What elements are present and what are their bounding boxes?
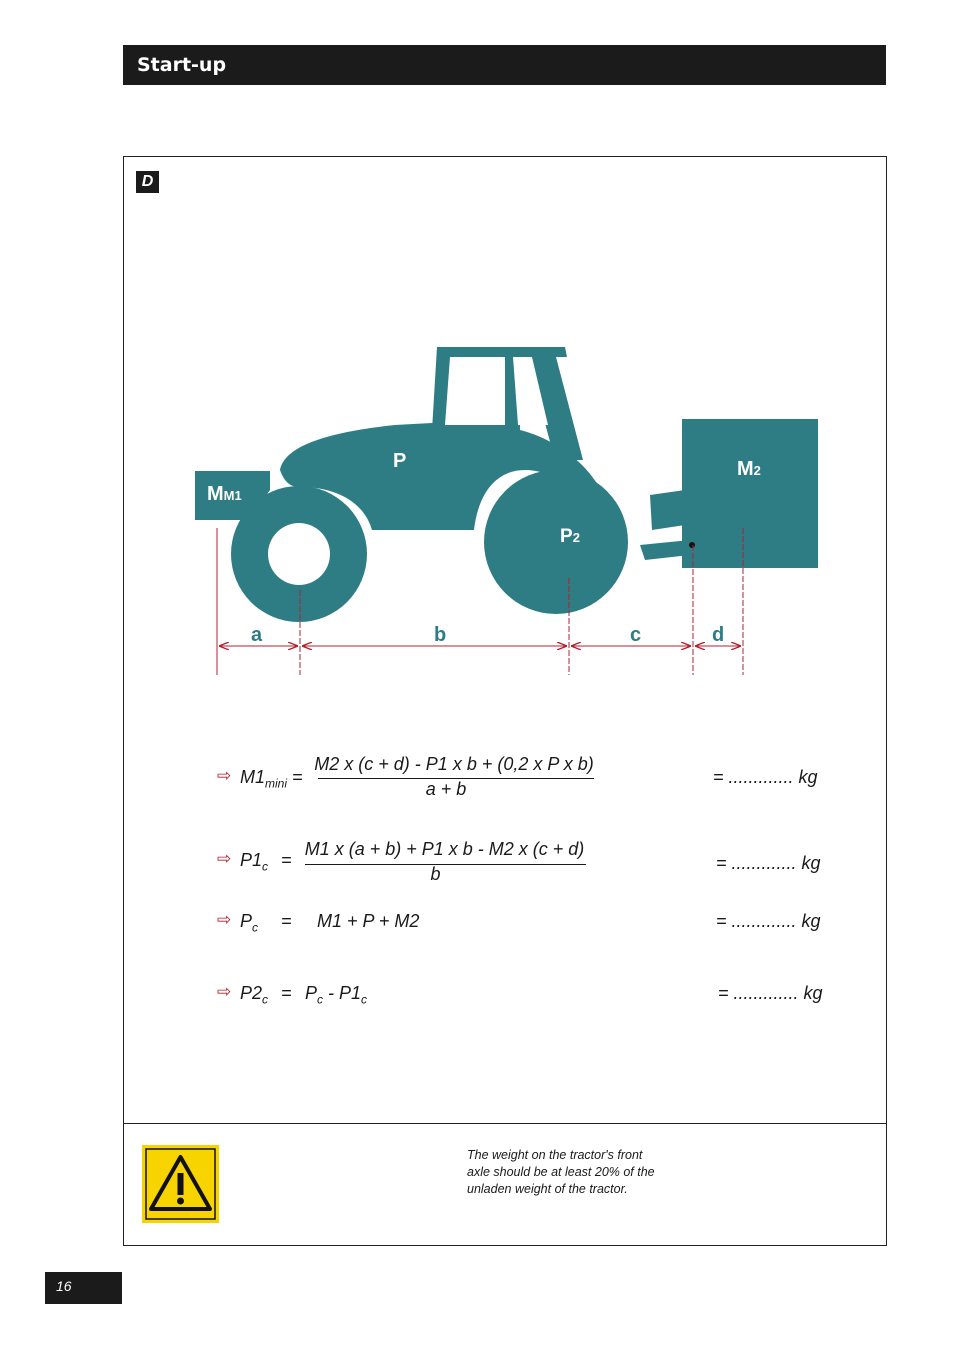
formula-eq: = <box>281 983 292 1003</box>
formula-eq: = <box>281 850 292 870</box>
rear-weight <box>682 419 818 568</box>
dim-c: c <box>630 624 642 646</box>
formula-result: = ............. kg <box>716 853 821 873</box>
formula-lhs: $P2_c$ <box>240 983 269 1007</box>
formula-lhs: $P1_c$ <box>240 850 269 874</box>
arrow-icon: ⇨ <box>217 982 232 1001</box>
arrow-icon: ⇨ <box>217 849 232 868</box>
formula-result: = ............. kg <box>716 911 821 931</box>
figure-badge: D <box>136 171 159 193</box>
warning-text: The weight on the tractor's front axle should be at least 20% of the unladen weight of the tractor. <box>467 1148 655 1196</box>
formula-expression: M1 + P + M2 <box>317 911 420 931</box>
hitch-point <box>689 542 695 548</box>
warning-triangle-icon <box>142 1145 219 1223</box>
p2-label: P2 <box>560 526 580 547</box>
section-title: Start-up <box>137 54 227 76</box>
formula-lhs: $M1_{mini}$ = <box>240 767 303 791</box>
tractor-silhouette <box>195 347 818 622</box>
page-number: 16 <box>45 1272 122 1304</box>
formula-result: = ............. kg <box>718 983 823 1003</box>
dim-d: d <box>712 624 725 646</box>
p1-label: P1 <box>287 543 307 564</box>
cab-window <box>445 357 505 425</box>
arrow-icon: ⇨ <box>217 766 232 785</box>
formula-numerator: M1 x (a + b) + P1 x b - M2 x (c + d) <box>304 839 585 859</box>
formula-denominator: b <box>430 864 441 884</box>
m2-label: M2 <box>737 458 761 480</box>
upper-link <box>650 490 685 530</box>
p-label: P <box>393 450 407 472</box>
formula-eq: = <box>281 911 292 931</box>
dim-b: b <box>434 624 447 646</box>
formula-denominator: a + b <box>425 779 467 799</box>
dim-a: a <box>251 624 263 646</box>
formula-lhs: $P_c$ <box>240 911 259 935</box>
m1-label: MM1 <box>207 483 242 505</box>
arrow-icon: ⇨ <box>217 910 232 929</box>
formula-expression: $P_c - P1_c$ <box>305 983 368 1007</box>
formula-numerator: M2 x (c + d) - P1 x b + (0,2 x P x b) <box>314 754 594 774</box>
formula-result: = ............. kg <box>713 767 818 787</box>
